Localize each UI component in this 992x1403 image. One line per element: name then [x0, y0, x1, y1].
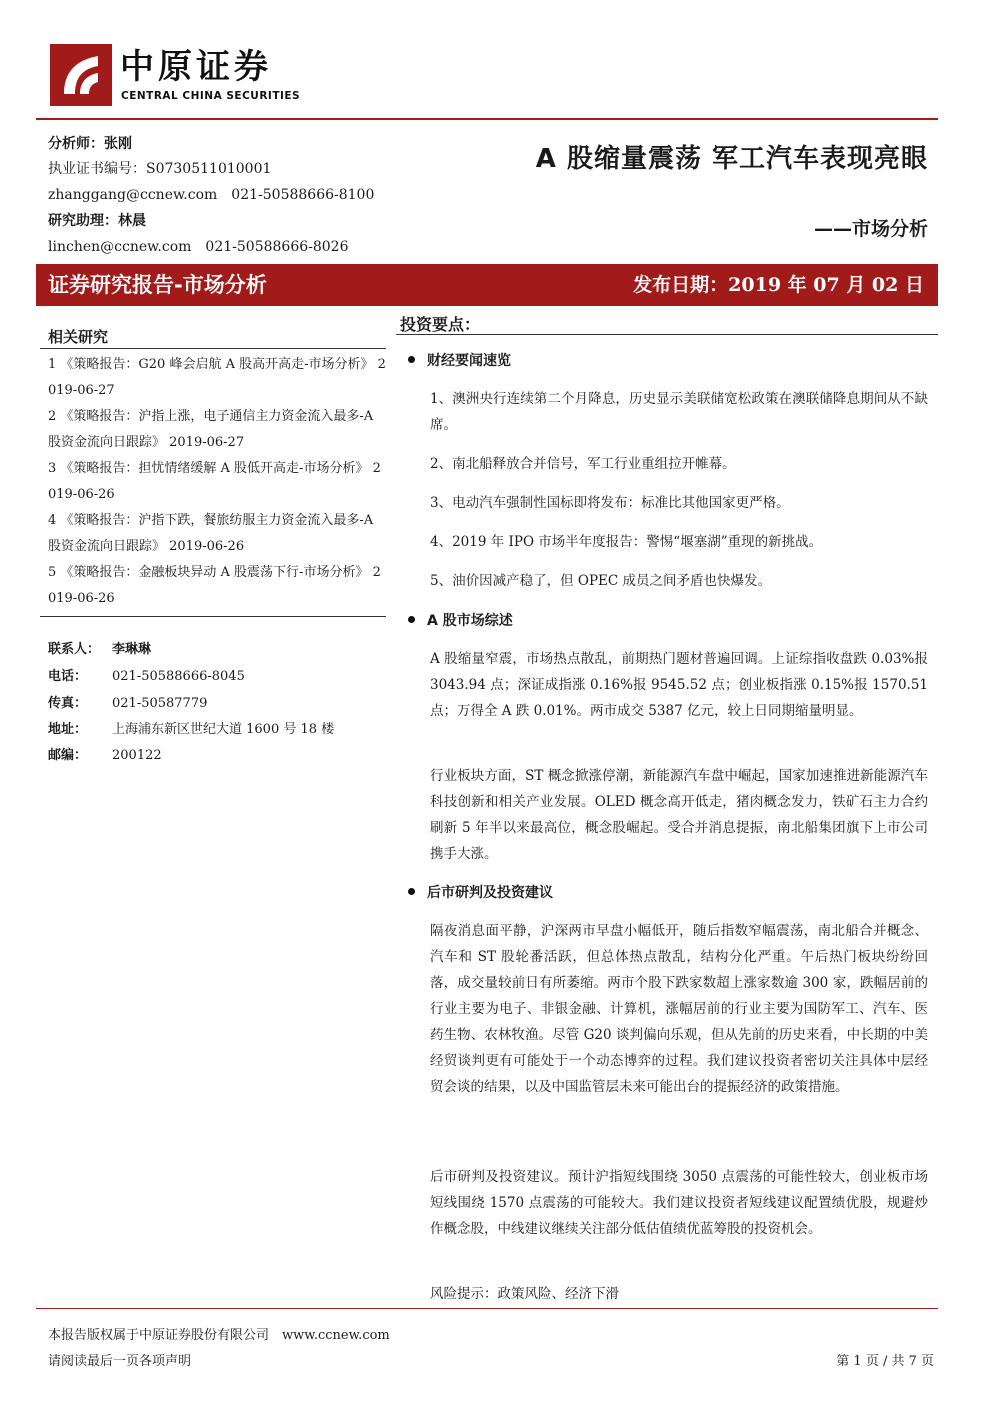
contact-zip-row: [48, 746, 162, 766]
related-item: 1 《策略报告：G20 峰会启航 A 股高开高走-市场分析》 2019-06-27: [48, 357, 386, 398]
zip-label: 邮编：: [48, 748, 88, 763]
section-heading-text: A 股市场综述: [427, 613, 513, 629]
bullet-icon: [408, 356, 415, 363]
contact-person-label: 联系人：: [48, 642, 101, 657]
header-divider: [36, 118, 938, 120]
logo-chinese-name: 中原证券: [120, 47, 272, 87]
address-value: 上海浦东新区世纪大道 1600 号 18 楼: [112, 722, 335, 737]
news-item: 4、2019 年 IPO 市场半年度报告：警惕“堰塞湖”重现的新挑战。: [430, 534, 823, 550]
analyst-cert: 执业证书编号：S0730511010001: [48, 161, 272, 177]
section-heading-text: 财经要闻速览: [427, 353, 511, 369]
key-points-title: 投资要点：: [400, 315, 481, 334]
section-heading-text: 后市研判及投资建议: [427, 885, 553, 901]
contact-person-row: [48, 640, 151, 660]
contact-fax-row: [48, 694, 207, 714]
outlook-paragraph: 后市研判及投资建议。预计沪指短线围绕 3050 点震荡的可能性较大，创业板市场短线围绕 1570 点震荡的可能较大。我们建议投资者短线建议配置绩优股，规避炒作概念股，中线建议继续关注部分低估值绩优蓝筹股的投资机会。: [430, 1169, 928, 1237]
publish-date: 发布日期：2019 年 07 月 02 日: [633, 274, 924, 296]
section-heading-news: [408, 350, 511, 370]
logo-english-name: CENTRAL CHINA SECURITIES: [121, 90, 301, 102]
contact-person: 李琳琳: [112, 642, 152, 657]
fax-value: 021-50587779: [112, 696, 208, 711]
section-heading-outlook: [408, 882, 553, 902]
contact-address-row: [48, 720, 334, 740]
footer-copyright: 本报告版权属于中原证券股份有限公司 www.ccnew.com: [48, 1328, 390, 1343]
report-title: A 股缩量震荡 军工汽车表现亮眼: [535, 144, 928, 174]
section-heading-market: [408, 610, 513, 630]
assistant-name: 研究助理：林晨: [48, 213, 146, 229]
risk-note: 风险提示：政策风险、经济下滑: [430, 1286, 619, 1302]
news-item: 2、南北船释放合并信号，军工行业重组拉开帷幕。: [430, 456, 736, 472]
news-item: 5、油价因减产稳了，但 OPEC 成员之间矛盾也快爆发。: [430, 573, 772, 589]
phone-label: 电话：: [48, 669, 88, 684]
page-number: 第 1 页 / 共 7 页: [836, 1354, 934, 1369]
market-paragraph: A 股缩量窄震，市场热点散乱，前期热门题材普遍回调。上证综指收盘跌 0.03%报 3043.94 点；深证成指涨 0.16%报 9545.52 点；创业板指涨 0.15%报 1570.51 点；万得全 A 跌 0.01%。两市成交 5387 亿元，较上日同期缩量明显。: [430, 651, 928, 719]
zip-value: 200122: [112, 748, 162, 763]
key-points-divider: [396, 334, 938, 335]
market-paragraph: 行业板块方面，ST 概念掀涨停潮，新能源汽车盘中崛起，国家加速推进新能源汽车科技创新和相关产业发展。OLED 概念高开低走，猪肉概念发力，铁矿石主力合约刷新 5 年半以来最高位，概念股崛起。受合并消息提振，南北船集团旗下上市公司携手大涨。: [430, 768, 928, 862]
footer-divider: [36, 1308, 938, 1309]
report-subtitle: ——市场分析: [813, 218, 928, 240]
address-label: 地址：: [48, 722, 88, 737]
related-item: 5 《策略报告：金融板块异动 A 股震荡下行-市场分析》 2019-06-26: [48, 565, 381, 606]
contact-phone-row: [48, 667, 245, 687]
bullet-icon: [408, 888, 415, 895]
analyst-name: 分析师：张刚: [48, 136, 132, 152]
contact-divider: [40, 616, 386, 617]
footer-disclaimer: 请阅读最后一页各项声明: [48, 1354, 192, 1369]
news-item: 1、澳洲央行连续第二个月降息，历史显示美联储宽松政策在澳联储降息期间从不缺席。: [430, 391, 928, 433]
news-item: 3、电动汽车强制性国标即将发布：标准比其他国家更严格。: [430, 495, 790, 511]
report-type-band: [36, 264, 938, 306]
outlook-paragraph: 隔夜消息面平静，沪深两市早盘小幅低开，随后指数窄幅震荡，南北船合并概念、汽车和 ST 股轮番活跃，但总体热点散乱，结构分化严重。午后热门板块纷纷回落，成交量较前日有所萎缩。两市个股下跌家数超上涨家数逾 300 家，跌幅居前的行业主要为电子、非银金融、计算机，涨幅居前的行业主要为国防军工、汽车、医药生物、农林牧渔。尽管 G20 谈判偏向乐观，但从先前的历史来看，中长期的中美经贸谈判更有可能处于一个动态博弈的过程。我们建议投资者密切关注具体中层经贸会谈的结果，以及中国监管层未来可能出台的提振经济的政策措施。: [430, 923, 928, 1095]
related-research-list: [48, 352, 386, 612]
related-item: 4 《策略报告：沪指下跌，餐旅纺服主力资金流入最多-A 股资金流向日跟踪》 2019-06-26: [48, 513, 374, 554]
phone-value: 021-50588666-8045: [112, 669, 245, 684]
related-divider: [40, 348, 386, 349]
related-item: 3 《策略报告：担忧情绪缓解 A 股低开高走-市场分析》 2019-06-26: [48, 461, 381, 502]
company-logo: [50, 44, 300, 108]
related-research-title: 相关研究: [48, 328, 109, 346]
report-type-label: 证券研究报告-市场分析: [48, 273, 267, 297]
analyst-contact: zhanggang@ccnew.com 021-50588666-8100: [48, 187, 375, 203]
assistant-contact: linchen@ccnew.com 021-50588666-8026: [48, 239, 349, 255]
fax-label: 传真：: [48, 696, 88, 711]
related-item: 2 《策略报告：沪指上涨，电子通信主力资金流入最多-A 股资金流向日跟踪》 2019-06-27: [48, 409, 374, 450]
logo-mark-icon: [50, 44, 112, 106]
bullet-icon: [408, 616, 415, 623]
